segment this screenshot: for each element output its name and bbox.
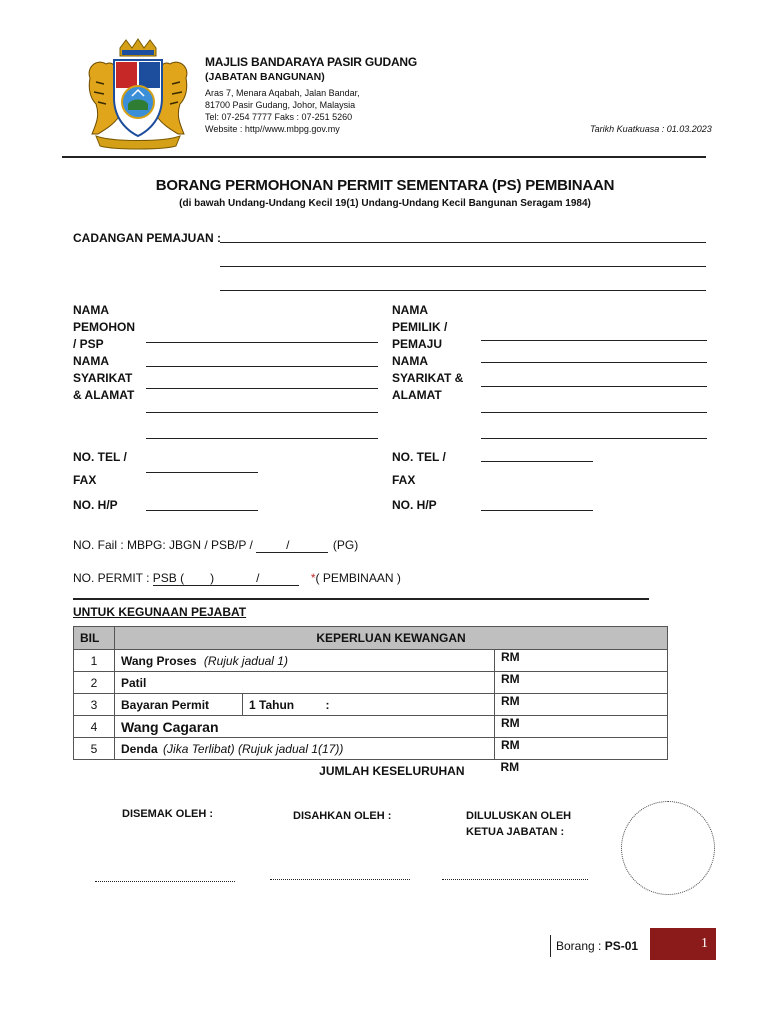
org-name: MAJLIS BANDARAYA PASIR GUDANG <box>205 55 418 69</box>
total-label: JUMLAH KESELURUHAN <box>319 763 465 778</box>
cadangan-line-3[interactable] <box>220 290 706 291</box>
cadangan-line-2[interactable] <box>220 266 706 267</box>
file-number-field-2[interactable] <box>290 538 328 553</box>
verified-by-signature-line[interactable] <box>270 879 410 880</box>
permit-field-1[interactable] <box>184 571 210 586</box>
table-row <box>74 694 668 716</box>
owner-fax-label: FAX <box>392 473 416 487</box>
form-code-label: Borang : <box>556 939 605 953</box>
row-bil: 4 <box>74 716 115 738</box>
owner-label-line: NAMA <box>392 354 428 368</box>
file-number-field-1[interactable] <box>256 538 286 553</box>
permit-psb: PSB ( <box>152 571 185 585</box>
owner-label-line: ALAMAT <box>392 388 442 402</box>
permit-star: * <box>310 571 316 585</box>
total-spacer <box>74 760 115 782</box>
footer-divider <box>550 935 551 957</box>
permit-number-row <box>73 571 401 586</box>
row-rm[interactable]: RM <box>495 738 668 760</box>
owner-tel-label: NO. TEL / <box>392 450 446 464</box>
item-note-2: (Rujuk jadual 1(17)) <box>237 741 344 756</box>
owner-label-line: PEMILIK / <box>392 320 448 334</box>
form-code-value: PS-01 <box>604 939 639 953</box>
applicant-line-2[interactable] <box>146 366 378 367</box>
website: Website : http//www.mbpg.gov.my <box>205 124 340 134</box>
city-council-crest <box>82 38 194 150</box>
owner-label-line: SYARIKAT & <box>392 371 464 385</box>
applicant-label <box>73 302 135 404</box>
applicant-label-line: NAMA <box>73 303 109 317</box>
permit-close: ) <box>210 571 215 585</box>
applicant-line-4[interactable] <box>146 412 378 413</box>
permit-suffix: ( PEMBINAAN ) <box>315 571 401 585</box>
owner-label-line: PEMAJU <box>392 337 443 351</box>
applicant-line-1[interactable] <box>146 342 378 343</box>
owner-line-4[interactable] <box>481 412 707 413</box>
owner-line-5[interactable] <box>481 438 707 439</box>
owner-hp-line[interactable] <box>481 510 593 511</box>
applicant-fax-label: FAX <box>73 473 97 487</box>
cadangan-pemajuan-label: CADANGAN PEMAJUAN : <box>73 231 222 245</box>
applicant-label-line: PEMOHON <box>73 320 136 334</box>
cadangan-line-1[interactable] <box>220 242 706 243</box>
address-line-1: Aras 7, Menara Aqabah, Jalan Bandar, <box>205 88 360 98</box>
row-rm[interactable]: RM <box>495 694 668 716</box>
effective-date: Tarikh Kuatkuasa : 01.03.2023 <box>590 124 712 134</box>
verified-by-label: DISAHKAN OLEH : <box>293 810 392 822</box>
stamp-circle <box>621 801 715 895</box>
applicant-hp-label: NO. H/P <box>73 498 118 512</box>
row-rm[interactable]: RM <box>495 716 668 738</box>
file-number-suffix: (PG) <box>332 538 359 552</box>
phone-fax: Tel: 07-254 7777 Faks : 07-251 5260 <box>205 112 353 122</box>
address-line-2: 81700 Pasir Gudang, Johor, Malaysia <box>205 100 356 110</box>
row-item: Patil <box>115 672 495 694</box>
row-rm[interactable]: RM <box>495 650 668 672</box>
office-divider <box>73 598 649 600</box>
checked-by-signature-line[interactable] <box>95 881 235 882</box>
department-name: (JABATAN BANGUNAN) <box>205 71 325 83</box>
owner-tel-line[interactable] <box>481 461 593 462</box>
file-number-slash: / <box>286 538 290 552</box>
table-row <box>74 716 668 738</box>
permit-prefix: NO. PERMIT : <box>73 571 153 585</box>
item-note: (Rujuk jadual 1) <box>203 653 288 668</box>
applicant-label-line: & ALAMAT <box>73 388 135 402</box>
col-keperluan: KEPERLUAN KEWANGAN <box>115 627 668 650</box>
file-number-prefix: NO. Fail : MBPG: JBGN / PSB/P / <box>73 538 253 552</box>
row-bil: 1 <box>74 650 115 672</box>
row-bil: 3 <box>74 694 115 716</box>
form-title: BORANG PERMOHONAN PERMIT SEMENTARA (PS) PEMBINAAN <box>155 177 615 194</box>
row-item <box>115 650 495 672</box>
applicant-label-line: / PSP <box>73 337 104 351</box>
row-item <box>115 738 495 760</box>
table-row <box>74 650 668 672</box>
owner-line-3[interactable] <box>481 386 707 387</box>
owner-line-2[interactable] <box>481 362 707 363</box>
form-subtitle: (di bawah Undang-Undang Kecil 19(1) Undang-Undang Kecil Bangunan Seragam 1984) <box>179 198 591 209</box>
row-item: Bayaran Permit <box>115 694 243 716</box>
row-bil: 2 <box>74 672 115 694</box>
row-rm[interactable]: RM <box>495 672 668 694</box>
owner-hp-label: NO. H/P <box>392 498 437 512</box>
finance-table <box>73 626 668 781</box>
header-divider <box>62 156 706 158</box>
applicant-tel-line[interactable] <box>146 472 258 473</box>
table-row <box>74 672 668 694</box>
permit-field-3[interactable] <box>259 571 299 586</box>
owner-label-line: NAMA <box>392 303 428 317</box>
approved-by-signature-line[interactable] <box>442 879 588 880</box>
applicant-line-3[interactable] <box>146 388 378 389</box>
permit-period: 1 Tahun <box>249 697 295 712</box>
owner-label <box>392 302 463 404</box>
finance-table-header <box>74 627 668 650</box>
owner-line-1[interactable] <box>481 340 707 341</box>
applicant-tel-label: NO. TEL / <box>73 450 127 464</box>
row-item: Wang Cagaran <box>115 716 495 738</box>
checked-by-label: DISEMAK OLEH : <box>122 808 214 820</box>
table-row-total <box>74 760 668 782</box>
table-row <box>74 738 668 760</box>
form-code <box>556 939 638 953</box>
permit-field-2[interactable] <box>214 571 256 586</box>
permit-slash: / <box>256 571 260 585</box>
approved-by-line-1: DILULUSKAN OLEH <box>466 810 572 822</box>
applicant-label-line: SYARIKAT <box>73 371 133 385</box>
page-number: 1 <box>701 936 708 951</box>
approved-by-line-2: KETUA JABATAN : <box>466 826 565 838</box>
total-rm[interactable]: RM <box>500 760 520 774</box>
row-period <box>243 694 495 716</box>
item-name: Denda <box>121 741 158 756</box>
item-note: (Jika Terlibat) <box>163 741 235 756</box>
applicant-line-5[interactable] <box>146 438 378 439</box>
item-name: Wang Proses <box>121 653 197 668</box>
permit-period-colon: : <box>325 697 330 712</box>
approved-by-label <box>466 808 571 840</box>
applicant-label-line: NAMA <box>73 354 109 368</box>
file-number-row <box>73 538 358 553</box>
applicant-hp-line[interactable] <box>146 510 258 511</box>
page-number-badge <box>650 928 716 960</box>
office-use-heading: UNTUK KEGUNAAN PEJABAT <box>73 605 247 619</box>
col-bil: BIL <box>74 627 115 650</box>
row-bil: 5 <box>74 738 115 760</box>
